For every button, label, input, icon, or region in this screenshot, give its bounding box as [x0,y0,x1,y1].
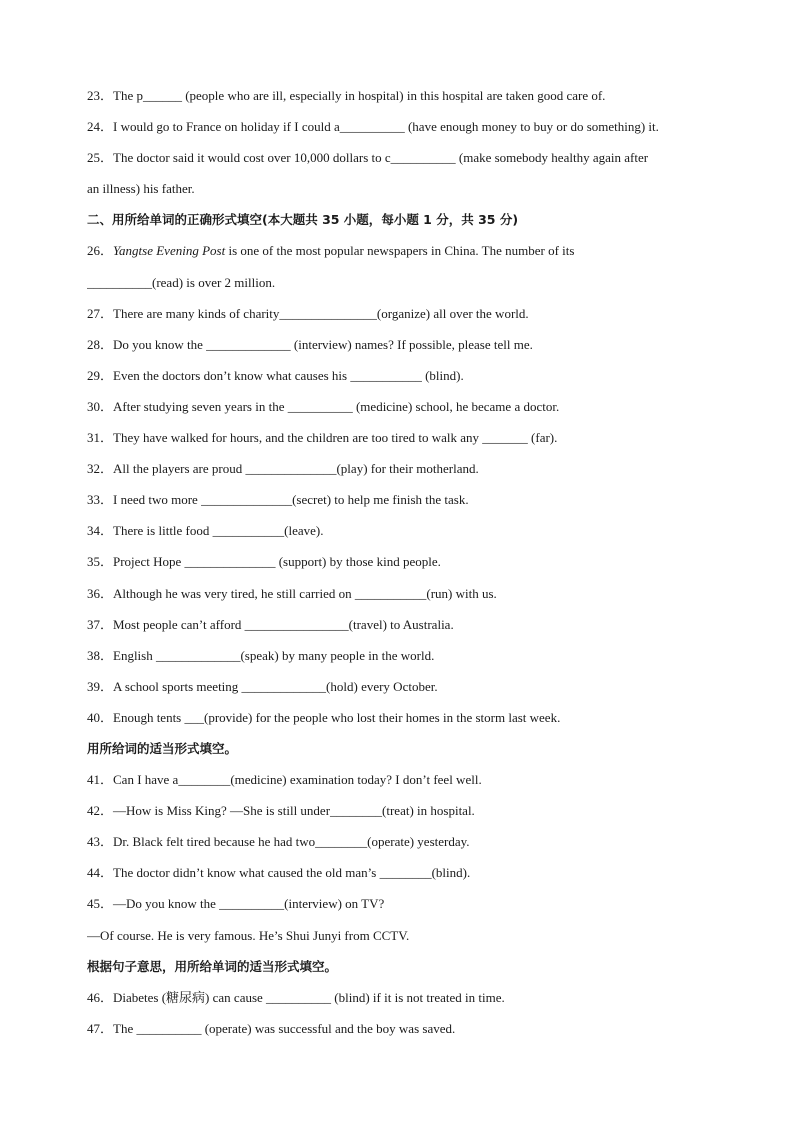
question-46: 46．Diabetes (糖尿病) can cause __________ (blind) if it is not treated in time. [87,989,505,1005]
question-25-continued: an illness) his father. [87,181,195,197]
question-29: 29．Even the doctors don’t know what causes his ___________ (blind). [87,367,464,383]
question-39: 39．A school sports meeting _____________(hold) every October. [87,678,438,694]
question-31: 31．They have walked for hours, and the children are too tired to walk any _______ (far). [87,430,558,446]
question-26-text: is one of the most popular newspapers in China. The number of its [225,243,575,259]
question-27: 27．There are many kinds of charity_______________(organize) all over the world. [87,305,529,321]
question-24: 24．I would go to France on holiday if I could a__________ (have enough money to buy or do something) it. [87,119,659,135]
question-44: 44．The doctor didn’t know what caused the old man’s ________(blind). [87,865,471,881]
question-33: 33．I need two more ______________(secret) to help me finish the task. [87,492,469,508]
question-35: 35．Project Hope ______________ (support) by those kind people. [87,554,441,570]
question-26-number: 26． [87,243,114,259]
question-26 [87,235,717,266]
question-41: 41．Can I have a________(medicine) examination today? I don’t feel well. [87,772,482,788]
newspaper-title: Yangtse Evening Post [113,243,226,259]
question-47: 47．The __________ (operate) was successful and the boy was saved. [87,1020,456,1036]
question-28: 28．Do you know the _____________ (interview) names? If possible, please tell me. [87,336,533,352]
question-30: 30．After studying seven years in the __________ (medicine) school, he became a doctor. [87,398,560,414]
question-25: 25．The doctor said it would cost over 10,000 dollars to c__________ (make somebody healthy again after [87,150,649,166]
worksheet-page [87,80,717,1044]
question-45-answer: —Of course. He is very famous. He’s Shui Junyi from CCTV. [87,927,410,943]
question-32: 32．All the players are proud ______________(play) for their motherland. [87,461,479,477]
question-40: 40．Enough tents ___(provide) for the people who lost their homes in the storm last week. [87,709,561,725]
question-38: 38．English _____________(speak) by many people in the world. [87,647,435,663]
question-36: 36．Although he was very tired, he still carried on ___________(run) with us. [87,585,497,601]
section-heading-4: 根据句子意思，用所给单词的适当形式填空。 [87,958,338,974]
question-37: 37．Most people can’t afford ________________(travel) to Australia. [87,616,454,632]
question-43: 43．Dr. Black felt tired because he had two________(operate) yesterday. [87,834,470,850]
question-26-continued: __________(read) is over 2 million. [87,274,276,290]
question-45: 45．—Do you know the __________(interview) on TV? [87,896,385,912]
question-42: 42．—How is Miss King? —She is still under________(treat) in hospital. [87,803,475,819]
question-34: 34．There is little food ___________(leave). [87,523,324,539]
section-heading-2: 二、用所给单词的正确形式填空(本大题共 35 小题，每小题 1 分，共 35 分) [87,212,519,228]
question-23: 23．The p______ (people who are ill, especially in hospital) in this hospital are taken good care of. [87,88,606,103]
section-heading-3: 用所给词的适当形式填空。 [87,740,238,756]
